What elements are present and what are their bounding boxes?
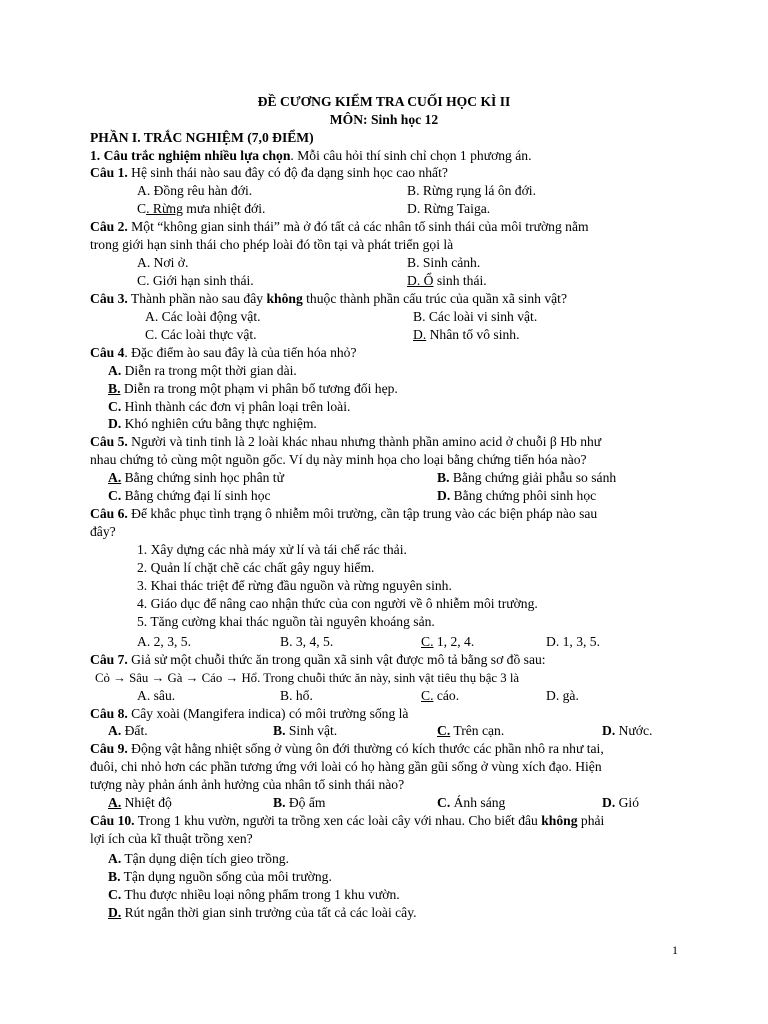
q5-option-d: D. Bằng chứng phôi sinh học — [437, 488, 597, 503]
q3-option-c: C. Các loài thực vật. — [145, 327, 257, 342]
part1-heading: PHẦN I. TRẮC NGHIỆM (7,0 ĐIỂM) — [90, 130, 314, 145]
q9-option-d: D. Gió — [602, 795, 640, 810]
q1-option-d: D. Rừng Taiga. — [407, 201, 491, 216]
part1-intro: 1. Câu trắc nghiệm nhiều lựa chọn. Mỗi câu hỏi thí sinh chỉ chọn 1 phương án. — [90, 148, 532, 163]
question-2-cont: trong giới hạn sinh thái cho phép loài đó tồn tại và phát triển gọi là — [90, 237, 454, 252]
question-1: Câu 1. Hệ sinh thái nào sau đây có độ đa dạng sinh học cao nhất? — [90, 165, 448, 180]
question-4: Câu 4. Đặc điểm ào sau đây là của tiến hóa nhỏ? — [90, 345, 357, 360]
q2-option-a: A. Nơi ở. — [137, 255, 189, 270]
page-number: 1 — [672, 943, 678, 957]
q5-option-b: B. Bằng chứng giải phẫu so sánh — [437, 470, 617, 485]
question-2: Câu 2. Một “không gian sinh thái” mà ở đó tất cả các nhân tố sinh thái của môi trường nằm — [90, 219, 589, 234]
q7-option-b: B. hổ. — [280, 688, 313, 703]
q4-option-a: A. Diễn ra trong một thời gian dài. — [108, 363, 297, 378]
q1-option-b: B. Rừng rụng lá ôn đới. — [407, 183, 536, 198]
q6-list-item: 2. Quản lí chặt chẽ các chất gây nguy hiểm. — [137, 560, 375, 575]
question-9-cont: tượng này phản ánh ảnh hưởng của nhân tố sinh thái nào? — [90, 777, 405, 792]
q6-option-b: B. 3, 4, 5. — [280, 634, 334, 649]
q6-list-item: 4. Giáo dục để nâng cao nhận thức của con người về ô nhiễm môi trường. — [137, 596, 538, 611]
q1-option-a: A. Đồng rêu hàn đới. — [137, 183, 253, 198]
q9-option-b: B. Độ ẩm — [273, 795, 326, 810]
q7-food-chain: Cỏ → Sâu → Gà → Cáo → Hổ. Trong chuỗi thức ăn này, sinh vật tiêu thụ bậc 3 là — [95, 671, 520, 685]
q2-option-b: B. Sinh cảnh. — [407, 255, 481, 270]
q1-option-c: C. Rừng mưa nhiệt đới. — [137, 201, 266, 216]
q6-list-item: 1. Xây dựng các nhà máy xử lí và tái chế rác thải. — [137, 542, 407, 557]
doc-title: ĐỀ CƯƠNG KIỂM TRA CUỐI HỌC KÌ II — [257, 94, 511, 109]
q7-option-d: D. gà. — [546, 688, 579, 703]
q9-option-c: C. Ánh sáng — [437, 795, 506, 810]
q5-option-c: C. Bằng chứng đại lí sinh học — [108, 488, 271, 503]
q6-list-item: 5. Tăng cường khai thác nguồn tài nguyên khoáng sản. — [137, 614, 435, 629]
q3-option-a: A. Các loài động vật. — [145, 309, 261, 324]
q9-option-a: A. Nhiệt độ — [108, 795, 172, 810]
q3-option-d: D. Nhân tố vô sinh. — [413, 327, 520, 342]
q8-option-b: B. Sinh vật. — [273, 723, 338, 738]
question-10: Câu 10. Trong 1 khu vườn, người ta trồng xen các loài cây với nhau. Cho biết đâu không phải — [90, 813, 605, 828]
q6-list-item: 3. Khai thác triệt để rừng đầu nguồn và rừng nguyên sinh. — [137, 578, 452, 593]
question-10-cont: lợi ích của kĩ thuật trồng xen? — [90, 831, 253, 846]
q7-option-a: A. sâu. — [137, 688, 176, 703]
question-5-cont: nhau chứng tỏ cùng một nguồn gốc. Ví dụ này minh họa cho loại bằng chứng tiến hóa nào? — [90, 452, 587, 467]
question-9: Câu 9. Động vật hằng nhiệt sống ở vùng ôn đới thường có kích thước các phần nhô ra như tai, — [90, 741, 604, 756]
q8-option-a: A. Đất. — [108, 723, 148, 738]
q3-option-b: B. Các loài vi sinh vật. — [413, 309, 538, 324]
q7-option-c: C. cáo. — [421, 688, 460, 703]
q2-option-d: D. Ổ sinh thái. — [407, 273, 487, 288]
question-9-cont: đuôi, chi nhỏ hơn các phần tương ứng với loài có họ hàng gần gũi sống ở vùng xích đạo. Hiện — [90, 759, 602, 774]
question-6-cont: đây? — [90, 524, 116, 539]
subject-line: MÔN: Sinh học 12 — [329, 112, 439, 127]
question-3: Câu 3. Thành phần nào sau đây không thuộc thành phần cấu trúc của quần xã sinh vật? — [90, 291, 567, 306]
q5-option-a: A. Bằng chứng sinh học phân tử — [108, 470, 284, 485]
q10-option-d: D. Rút ngắn thời gian sinh trưởng của tất cả các loài cây. — [108, 905, 417, 920]
q4-option-c: C. Hình thành các đơn vị phân loại trên loài. — [108, 399, 351, 414]
q8-option-d: D. Nước. — [602, 723, 653, 738]
q8-option-c: C. Trên cạn. — [437, 723, 505, 738]
question-7: Câu 7. Giả sử một chuỗi thức ăn trong quần xã sinh vật được mô tả bằng sơ đồ sau: — [90, 652, 546, 667]
question-5: Câu 5. Người và tinh tinh là 2 loài khác nhau nhưng thành phần amino acid ở chuỗi β Hb như — [90, 434, 602, 449]
q4-option-b: B. Diễn ra trong một phạm vi phân bố tương đối hẹp. — [108, 381, 398, 396]
q10-option-a: A. Tận dụng diện tích gieo trồng. — [108, 851, 289, 866]
q2-option-c: C. Giới hạn sinh thái. — [137, 273, 254, 288]
question-6: Câu 6. Để khắc phục tình trạng ô nhiễm môi trường, cần tập trung vào các biện pháp nào sau — [90, 506, 598, 521]
q10-option-b: B. Tận dụng nguồn sống của môi trường. — [108, 869, 332, 884]
q6-option-c: C. 1, 2, 4. — [421, 634, 475, 649]
q6-option-a: A. 2, 3, 5. — [137, 634, 191, 649]
q4-option-d: D. Khó nghiên cứu bằng thực nghiệm. — [108, 416, 317, 431]
question-8: Câu 8. Cây xoài (Mangifera indica) có môi trường sống là — [90, 706, 409, 721]
q10-option-c: C. Thu được nhiều loại nông phẩm trong 1 khu vườn. — [108, 887, 400, 902]
q6-option-d: D. 1, 3, 5. — [546, 634, 600, 649]
